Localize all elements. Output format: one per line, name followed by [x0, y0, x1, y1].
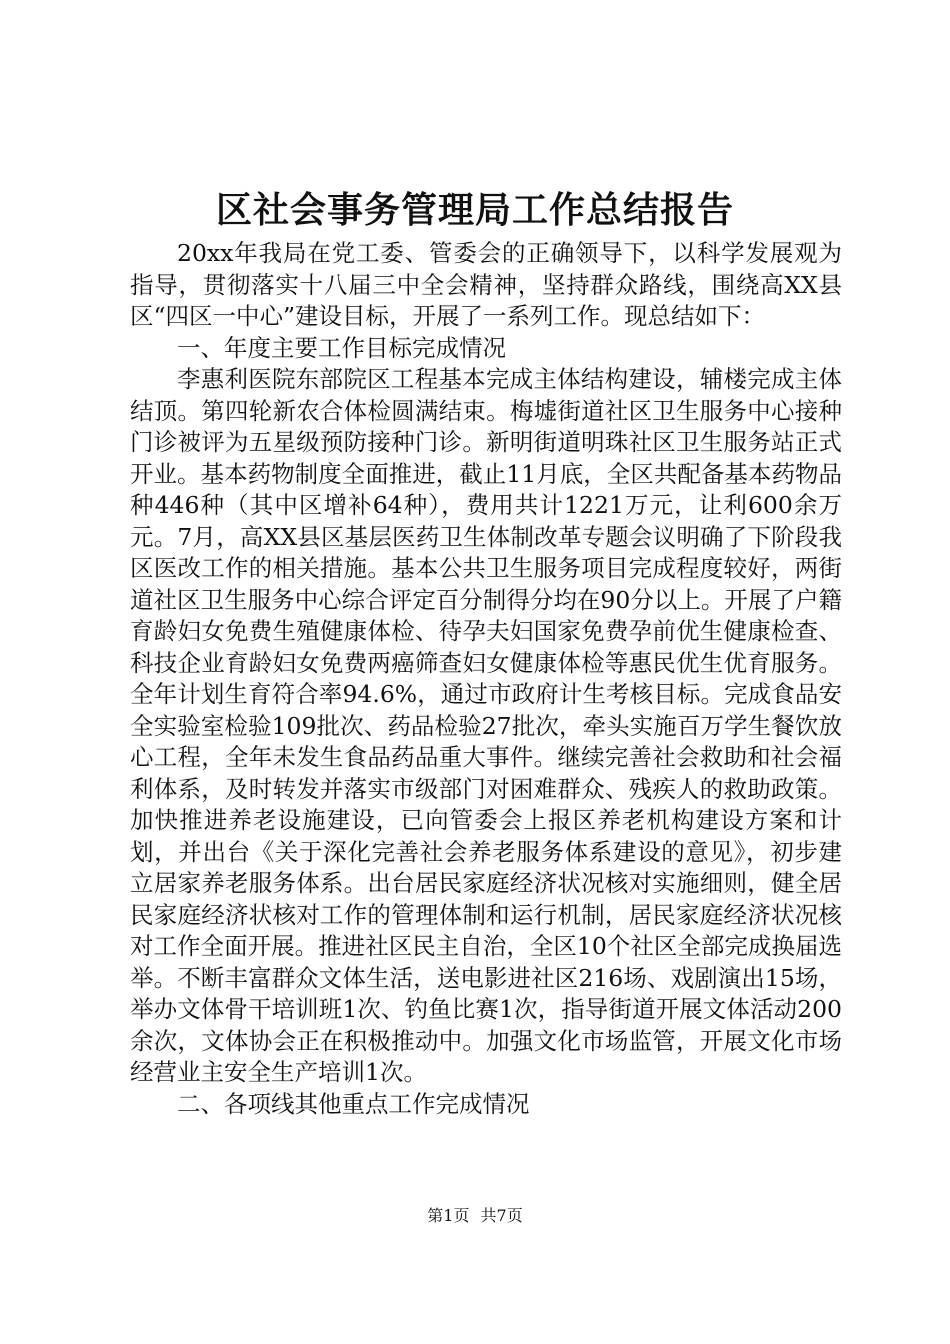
document-title: 区社会事务管理局工作总结报告: [215, 189, 734, 231]
intro-paragraph: 20xx年我局在党工委、管委会的正确领导下，以科学发展观为指导，贯彻落实十八届三中全会精神，坚持群众路线，围绕高XX县区“四区一中心”建设目标，开展了一系列工作。现总结如下：: [130, 239, 842, 330]
section-heading-2: 二、各项线其他重点工作完成情况: [177, 1089, 530, 1118]
section-heading-1: 一、年度主要工作目标完成情况: [177, 333, 506, 362]
page-total: 共7页: [480, 1206, 523, 1225]
page-number: 第1页: [427, 1206, 470, 1225]
section-1-paragraph: 李惠利医院东部院区工程基本完成主体结构建设，辅楼完成主体结顶。第四轮新农合体检圆满结束。梅墟街道社区卫生服务中心接种门诊被评为五星级预防接种门诊。新明街道明珠社区卫生服务站正式开业。基本药物制度全面推进，截止11月底，全区共配备基本药物品种446种（其中区增补64种），费用共计1221万元，让利600余万元。7月，高XX县区基层医药卫生体制改革专题会议明确了下阶段我区医改工作的相关措施。基本公共卫生服务项目完成程度较好，两街道社区卫生服务中心综合评定百分制得分均在90分以上。开展了户籍育龄妇女免费生殖健康体检、待孕夫妇国家免费孕前优生健康检查、科技企业育龄妇女免费两癌筛查妇女健康体检等惠民优生优育服务。全年计划生育符合率94.6%，通过市政府计生考核目标。完成食品安全实验室检验109批次、药品检验27批次，牵头实施百万学生餐饮放心工程，全年未发生食品药品重大事件。继续完善社会救助和社会福利体系，及时转发并落实市级部门对困难群众、残疾人的救助政策。加快推进养老设施建设，已向管委会上报区养老机构建设方案和计划，并出台《关于深化完善社会养老服务体系建设的意见》，初步建立居家养老服务体系。出台居民家庭经济状况核对实施细则，健全居民家庭经济状核对工作的管理体制和运行机制，居民家庭经济状况核对工作全面开展。推进社区民主自治，全区10个社区全部完成换届选举。不断丰富群众文体生活，送电影进社区216场、戏剧演出15场，举办文体骨干培训班1次、钓鱼比赛1次，指导街道开展文体活动200余次，文体协会正在积极推动中。加强文化市场监管，开展文化市场经营业主安全生产培训1次。: [130, 365, 842, 1086]
document-body: [130, 238, 842, 1120]
page-footer: [0, 1205, 950, 1227]
